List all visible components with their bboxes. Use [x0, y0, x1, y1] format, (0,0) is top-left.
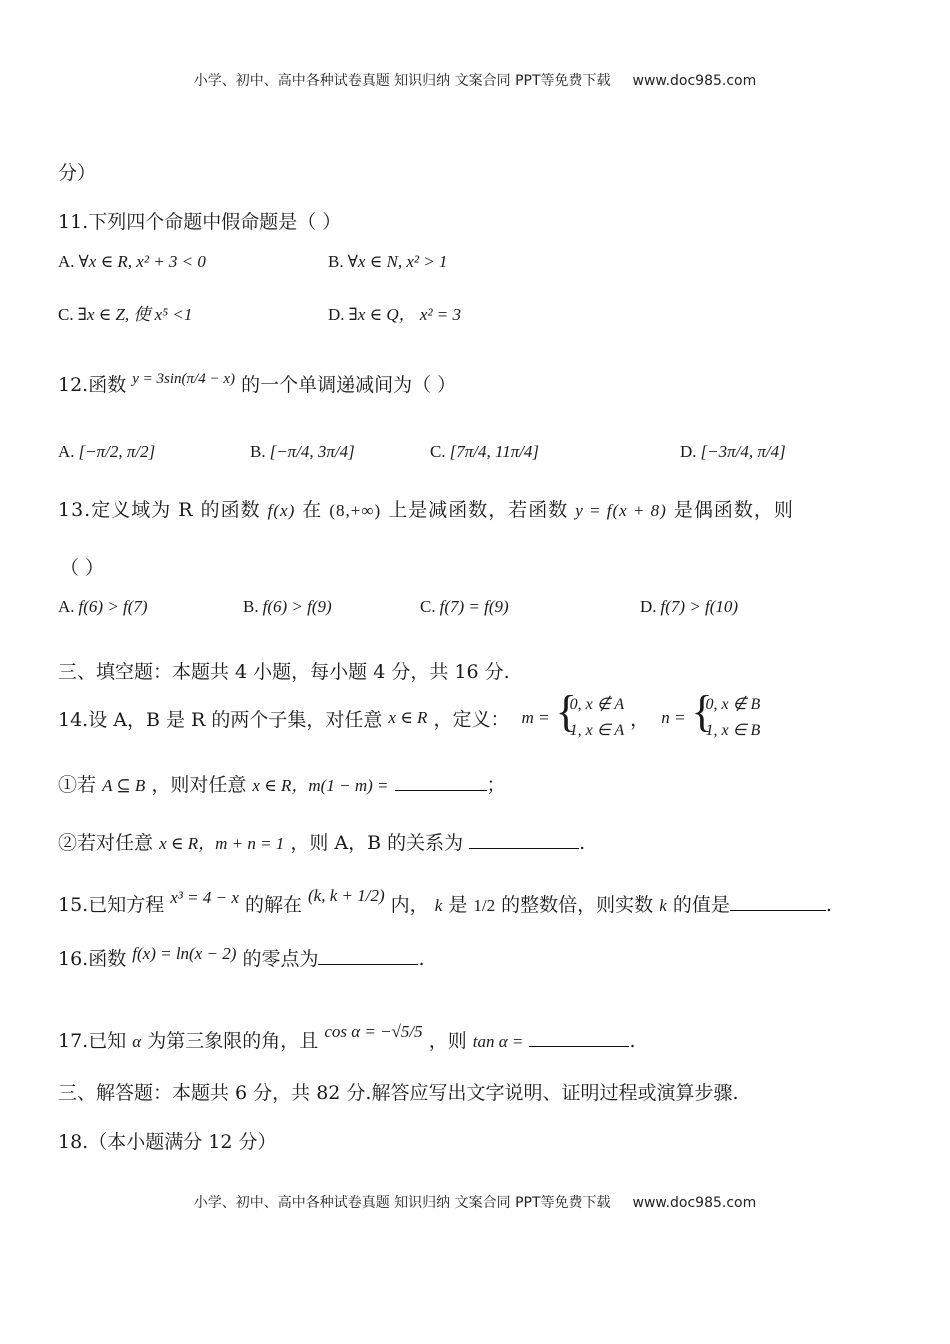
- q13-p3: 上是减函数，若函数: [388, 499, 569, 521]
- q15-k2: k: [659, 896, 667, 915]
- q12-option-d[interactable]: [680, 440, 786, 462]
- q15-mid3: 是: [448, 894, 468, 916]
- q18-stem: 18.（本小题满分 12 分）: [58, 1131, 277, 1153]
- q11-option-c[interactable]: [58, 300, 192, 325]
- q11-stem: 11.下列四个命题中假命题是（ ）: [58, 211, 342, 233]
- option-label: C.: [430, 442, 446, 461]
- q13-d-expr: f(7) > f(10): [660, 597, 739, 616]
- q13-option-a[interactable]: [58, 595, 148, 617]
- q11-d-expr: ∃x ∈ Q， x² = 3: [348, 305, 462, 324]
- q14-m-row1: 0, x ∉ A: [569, 696, 625, 713]
- q12-option-c[interactable]: [430, 440, 539, 462]
- q15-mid4: 的整数倍，则实数: [501, 894, 654, 916]
- q14-n-row2: 1, x ∈ B: [705, 722, 761, 739]
- q14-m-piecewise: [555, 687, 625, 744]
- q11-a-expr: ∀x ∈ R, x² + 3 < 0: [78, 252, 206, 271]
- header-text: 小学、初中、高中各种试卷真题 知识归纳 文案合同 PPT等免费下载: [193, 73, 611, 89]
- q13-stem: [58, 495, 794, 522]
- q14-s1-mid: ，则对任意: [151, 774, 247, 796]
- q13-option-c[interactable]: [420, 595, 509, 617]
- q13-p1: 13.定义域为 R 的函数: [58, 499, 261, 521]
- q12-stem: [58, 370, 456, 397]
- q17-stem: [58, 1022, 635, 1053]
- q15-mid1: 的解在: [244, 894, 302, 916]
- q13-g: y = f(x + 8): [575, 501, 667, 520]
- q15-k: k: [434, 896, 443, 915]
- q14-s2-pre: ②若对任意: [58, 832, 154, 854]
- q12-option-b[interactable]: [250, 440, 355, 462]
- q16-end: .: [418, 948, 425, 970]
- q16-post: 的零点为: [242, 948, 319, 970]
- q12-a-expr: [−π/2, π/2]: [78, 442, 156, 461]
- q14-s1-end: ；: [486, 774, 506, 796]
- q15-interval: (k, k + 1/2): [308, 886, 385, 905]
- q13-option-b[interactable]: [243, 595, 332, 617]
- q12-d-expr: [−3π/4, π/4]: [700, 442, 786, 461]
- q14-s1-answer-blank[interactable]: [395, 772, 487, 791]
- q15-answer-blank[interactable]: [730, 892, 826, 911]
- q17-answer-blank[interactable]: [529, 1028, 629, 1047]
- q17-pre: 17.已知: [58, 1030, 127, 1052]
- q11-option-a[interactable]: [58, 250, 206, 272]
- q13-c-expr: f(7) = f(9): [439, 597, 509, 616]
- q13-a-expr: f(6) > f(7): [78, 597, 148, 616]
- option-label: B.: [250, 442, 266, 461]
- q17-tan: tan α =: [472, 1032, 524, 1051]
- option-label: C.: [420, 597, 436, 616]
- q11-c-expr: ∃x ∈ Z, 使 x⁵ <1: [77, 305, 193, 324]
- brace-icon: {: [691, 687, 713, 736]
- q11-option-d[interactable]: [328, 300, 461, 325]
- option-label: B.: [328, 252, 344, 271]
- q14-n-row1: 0, x ∉ B: [705, 696, 761, 713]
- q15-end-text: 的值是: [672, 894, 730, 916]
- option-label: A.: [58, 442, 75, 461]
- q12-post: 的一个单调递减间为（ ）: [241, 374, 457, 396]
- q15-pre: 15.已知方程: [58, 894, 165, 916]
- q14-pre: 14.设 A，B 是 R 的两个子集，对任意: [58, 708, 383, 731]
- q17-cos: cos α = −√5/5: [324, 1022, 423, 1041]
- option-label: A.: [58, 597, 75, 616]
- q15-half: 1/2: [473, 896, 496, 915]
- q13-f: f(x): [267, 501, 296, 520]
- q14-s1-cond: A ⊆ B: [102, 776, 146, 795]
- q14-stem: [58, 687, 761, 744]
- continuation-text: 分）: [58, 162, 97, 184]
- option-label: D.: [680, 442, 697, 461]
- q14-m-row2: 1, x ∈ A: [569, 722, 625, 739]
- q14-mid: ，定义：: [433, 708, 510, 731]
- q16-answer-blank[interactable]: [318, 946, 418, 965]
- q11-b-expr: ∀x ∈ N, x² > 1: [347, 252, 448, 271]
- q12-option-a[interactable]: [58, 440, 155, 462]
- q14-sub2: [58, 828, 585, 855]
- q12-b-expr: [−π/4, 3π/4]: [269, 442, 355, 461]
- page-header: [0, 70, 950, 90]
- q17-alpha: α: [132, 1032, 142, 1051]
- q17-mid: 为第三象限的角，且: [147, 1030, 319, 1052]
- q16-f: f(x) = ln(x − 2): [132, 944, 237, 963]
- q14-s2-answer-blank[interactable]: [469, 830, 579, 849]
- q16-pre: 16.函数: [58, 948, 127, 970]
- q13-p2: 在: [302, 499, 323, 521]
- page-footer: [0, 1192, 950, 1212]
- section-answer-title: 三、解答题：本题共 6 分，共 82 分.解答应写出文字说明、证明过程或演算步骤.: [58, 1082, 739, 1104]
- q13-option-d[interactable]: [640, 595, 738, 617]
- q17-end: .: [629, 1030, 636, 1052]
- option-label: D.: [328, 305, 345, 324]
- q12-pre: 12.函数: [58, 374, 127, 396]
- q14-s1-pre: ①若: [58, 774, 97, 796]
- option-label: D.: [640, 597, 657, 616]
- q17-mid2: ，则: [428, 1030, 467, 1052]
- q13-interval: (8,+∞): [329, 501, 382, 520]
- header-site: www.doc985.com: [632, 73, 757, 89]
- q14-xr: x ∈ R: [388, 708, 428, 727]
- q13-b-expr: f(6) > f(9): [262, 597, 332, 616]
- q15-stem: [58, 886, 832, 917]
- q14-comma: ，: [630, 708, 650, 731]
- q13-p4: 是偶函数，则: [673, 499, 794, 521]
- q15-mid2: 内，: [390, 894, 429, 916]
- option-label: C.: [58, 305, 74, 324]
- q14-n-lhs: n =: [661, 708, 686, 727]
- brace-icon: {: [555, 687, 577, 736]
- option-label: A.: [58, 252, 75, 271]
- q13-paren: （ ）: [60, 557, 105, 579]
- q14-n-piecewise: [691, 687, 761, 744]
- footer-text: 小学、初中、高中各种试卷真题 知识归纳 文案合同 PPT等免费下载: [193, 1195, 611, 1211]
- q12-func: y = 3sin(π/4 − x): [132, 371, 236, 387]
- footer-site: www.doc985.com: [632, 1195, 757, 1211]
- q11-option-b[interactable]: [328, 250, 447, 272]
- q14-s1-expr: x ∈ R，m(1 − m) =: [252, 776, 389, 795]
- q15-end: .: [825, 894, 832, 916]
- q15-eq: x³ = 4 − x: [170, 888, 239, 907]
- q14-sub1: [58, 770, 506, 797]
- option-label: B.: [243, 597, 259, 616]
- q16-stem: [58, 944, 425, 971]
- q14-s2-end: .: [579, 832, 586, 854]
- q14-s2-expr: x ∈ R，m + n = 1: [159, 834, 285, 853]
- q14-m-lhs: m =: [521, 708, 550, 727]
- q14-s2-mid: ，则 A，B 的关系为: [290, 832, 464, 854]
- section-fill-in-title: 三、填空题：本题共 4 小题，每小题 4 分，共 16 分.: [58, 661, 510, 683]
- q12-c-expr: [7π/4, 11π/4]: [449, 442, 540, 461]
